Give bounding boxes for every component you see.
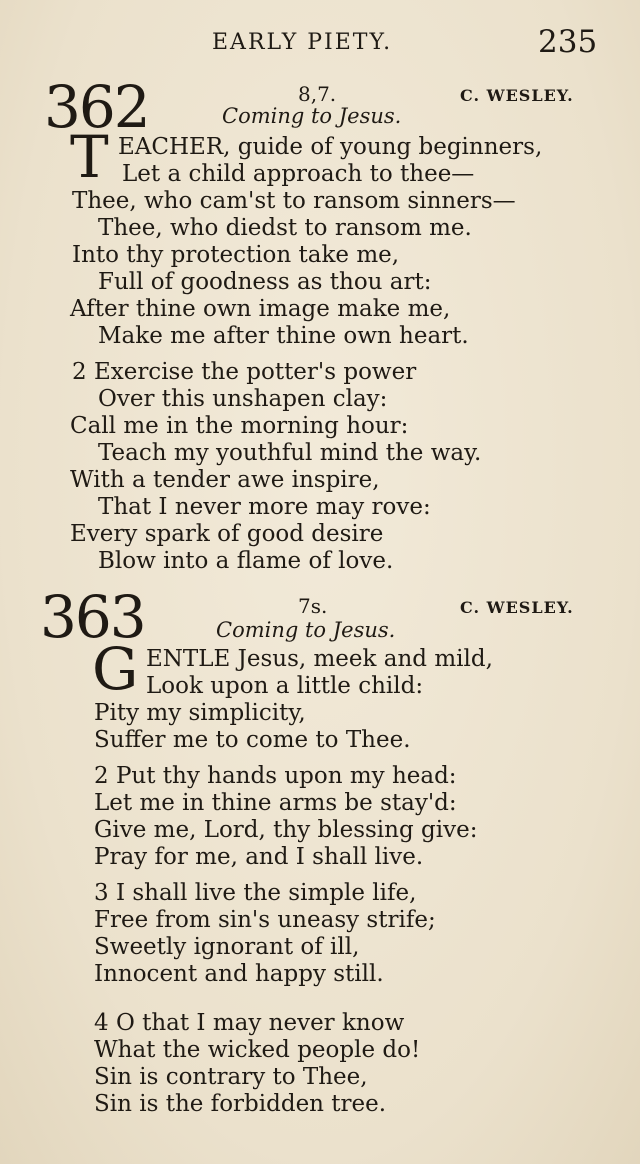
verse-line: 3 I shall live the simple life, (94, 880, 417, 906)
verse-line: Free from sin's uneasy strife; (94, 907, 436, 933)
verse-line: That I never more may rove: (98, 494, 431, 520)
verse-line: Thee, who cam'st to ransom sinners— (72, 188, 516, 214)
verse-line: 4 O that I may never know (94, 1010, 405, 1036)
verse-line: Pity my simplicity, (94, 700, 306, 726)
verse-line: Make me after thine own heart. (98, 323, 469, 349)
page-number: 235 (538, 24, 598, 60)
verse-line: Look upon a little child: (146, 673, 424, 699)
verse-line: Full of goodness as thou art: (98, 269, 432, 295)
verse-line: Call me in the morning hour: (70, 413, 409, 439)
hymn-title: Coming to Jesus. (222, 104, 402, 128)
verse-line: Give me, Lord, thy blessing give: (94, 817, 478, 843)
drop-cap: T (70, 123, 109, 191)
verse-line: Let me in thine arms be stay'd: (94, 790, 457, 816)
verse-line: Into thy protection take me, (72, 242, 400, 268)
verse-line: Suffer me to come to Thee. (94, 727, 411, 753)
verse-line: With a tender awe inspire, (70, 467, 380, 493)
verse-line: Thee, who diedst to ransom me. (98, 215, 472, 241)
verse-line: After thine own image make me, (70, 296, 451, 322)
verse-line: Let a child approach to thee— (122, 161, 475, 187)
verse-line: Pray for me, and I shall live. (94, 844, 424, 870)
verse-line: Sin is contrary to Thee, (94, 1064, 368, 1090)
verse-line: Every spark of good desire (70, 521, 384, 547)
hymn-number: 362 (44, 73, 149, 141)
hymn-meter: 7s. (298, 594, 328, 618)
drop-cap: G (92, 635, 139, 703)
verse-line: Teach my youthful mind the way. (98, 440, 482, 466)
hymn-title: Coming to Jesus. (216, 618, 396, 642)
verse-line: 2 Exercise the potter's power (72, 359, 417, 385)
verse-line: Sin is the forbidden tree. (94, 1091, 387, 1117)
hymn-author: C. WESLEY. (460, 598, 574, 617)
verse-line: 2 Put thy hands upon my head: (94, 763, 457, 789)
hymn-number: 363 (40, 583, 145, 651)
verse-line: EACHER, guide of young beginners, (118, 134, 543, 160)
verse-line: ENTLE Jesus, meek and mild, (146, 646, 493, 672)
verse-line: Sweetly ignorant of ill, (94, 934, 360, 960)
hymn-author: C. WESLEY. (460, 86, 574, 105)
hymn-meter: 8,7. (298, 82, 337, 106)
verse-line: Over this unshapen clay: (98, 386, 388, 412)
verse-line: Blow into a flame of love. (98, 548, 394, 574)
verse-line: What the wicked people do! (94, 1037, 421, 1063)
running-title: EARLY PIETY. (212, 30, 393, 55)
verse-line: Innocent and happy still. (94, 961, 384, 987)
